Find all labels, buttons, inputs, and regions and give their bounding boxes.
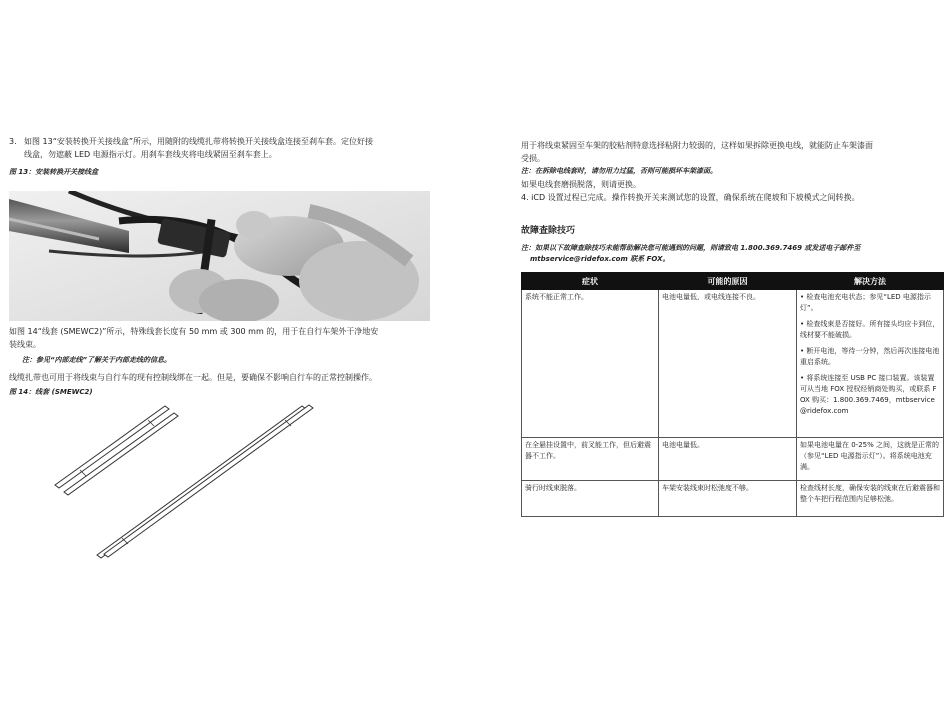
header-symptom: 症状 (522, 273, 659, 290)
solution-item: • 将系统连接至 USB PC 接口装置。该装置可从当地 FOX 授权经销商处购买，或联系 FOX 购买：1.800.369.7469，mtbservice@ridefox.com (800, 374, 937, 415)
table-row (522, 290, 944, 438)
figure-13-caption: 图 13：安装转换开关接线盒 (9, 168, 99, 176)
note-remove-sleeve: 注：在拆除电线套时，请勿用力过猛，否则可能损坏车架漆面。 (521, 167, 717, 175)
table-row (522, 438, 944, 481)
junction-box-illustration (9, 191, 430, 321)
solution-cell (797, 481, 944, 517)
troubleshooting-table (521, 272, 944, 517)
step3-text-line2: 线盒，勿遮蔽 LED 电源指示灯。用刹车套线夹将电线紧固至刹车套上。 (24, 150, 277, 159)
header-cause: 可能的原因 (659, 273, 797, 290)
note-internal-routing: 注：参见“内部走线”了解关于内部走线的信息。 (22, 356, 172, 364)
replace-sleeve-paragraph: 如果电线套磨损脱落，则请更换。 (521, 180, 641, 189)
troubleshooting-heading: 故障查除技巧 (521, 226, 576, 236)
solution-cell (797, 290, 944, 438)
solution-item: 检查线材长度，确保安装的线束在后避震器和整个车把行程范围内足够松弛。 (800, 484, 940, 503)
cause-cell: 电池电量低。 (659, 438, 797, 481)
solution-cell (797, 438, 944, 481)
figure-13-photo (9, 191, 430, 321)
symptom-cell: 系统不能正常工作。 (522, 290, 659, 438)
header-solution: 解决方法 (797, 273, 944, 290)
step3-number: 3. (9, 137, 17, 146)
contact-note-line1: 注：如果以下故障查除技巧未能帮助解决您可能遇到的问题，则请致电 1.800.369.7469 或发送电子邮件至 (521, 244, 861, 252)
table-header-row (522, 273, 944, 290)
symptom-cell: 骑行时线束脱落。 (522, 481, 659, 517)
figure-14-caption: 图 14：线套 (SMEWC2) (9, 388, 93, 396)
contact-note-line2: mtbservice@ridefox.com 联系 FOX。 (530, 255, 670, 263)
symptom-cell: 在全悬挂设置中，前叉能工作，但后避震器不工作。 (522, 438, 659, 481)
solution-item: • 检查线束是否接好。所有接头均应卡到位，线材要不能破损。 (800, 320, 940, 339)
cable-ties-paragraph: 线缆扎带也可用于将线束与自行车的现有控制线绑在一起。但是，要确保不影响自行车的正常控制操作。 (9, 373, 377, 382)
solution-item: 如果电池电量在 0-25% 之间，这就是正常的（参见“LED 电源指示灯”）。将系统电池充满。 (800, 441, 939, 471)
adhesive-paragraph-line2: 受损。 (521, 154, 545, 163)
step4-text: 4. iCD 设置过程已完成。操作转换开关来测试您的设置，确保系统在爬坡和下坡模式之间转换。 (521, 193, 860, 202)
cause-cell: 车架安装线束时松弛度不够。 (659, 481, 797, 517)
fig14-paragraph-line1: 如图 14“线套 (SMEWC2)”所示，特殊线套长度有 50 mm 或 300 mm 的，用于在自行车架外干净地安 (9, 327, 379, 336)
solution-item: • 断开电池，等待一分钟，然后再次连接电池重启系统。 (800, 347, 940, 366)
solution-item: • 检查电池充电状态；参见“LED 电源指示灯”。 (800, 293, 931, 312)
fig14-paragraph-line2: 装线束。 (9, 340, 41, 349)
adhesive-paragraph-line1: 用于将线束紧固至车架的胶粘剂特意选择粘附力较弱的，这样如果拆除更换电线，就能防止车架漆面 (521, 141, 873, 150)
table-row (522, 481, 944, 517)
cause-cell: 电池电量低，或电线连接不良。 (659, 290, 797, 438)
figure-14-wire-sleeves (40, 400, 340, 560)
step3-text-line1: 如图 13“安装转换开关接线盒”所示，用随附的线缆扎带将转换开关接线盒连接至刹车套。定位好接 (24, 137, 374, 146)
